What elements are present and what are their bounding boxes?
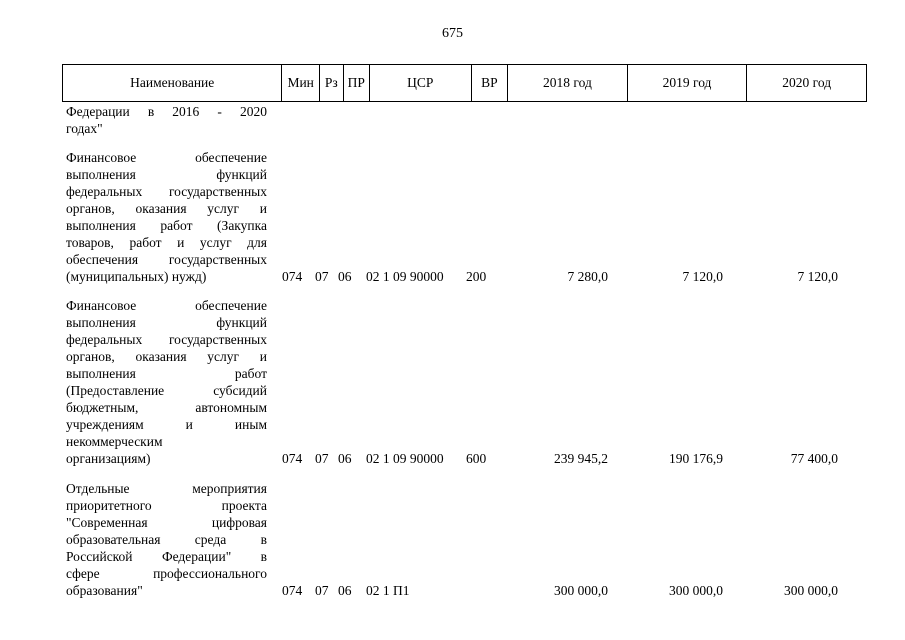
cell-min: 074	[282, 451, 303, 466]
name-line: обеспечения государственных	[66, 252, 267, 267]
cell-vr: 200	[466, 269, 487, 284]
header-min: Мин	[282, 65, 319, 102]
cell-2020: 300 000,0	[784, 583, 838, 598]
name-line: товаров, работ и услуг для	[66, 235, 267, 250]
header-rz: Рз	[319, 65, 343, 102]
row-name	[66, 480, 267, 599]
cell-min: 074	[282, 583, 303, 598]
cell-2018: 300 000,0	[554, 583, 608, 598]
name-line: органов, оказания услуг и	[66, 201, 267, 216]
name-line: (муниципальных) нужд)	[66, 269, 207, 284]
cell-2020: 7 120,0	[797, 269, 838, 284]
name-line: сфере профессионального	[66, 566, 267, 581]
name-line: образовательная среда в	[66, 532, 267, 547]
name-line: бюджетным, автономным	[66, 400, 267, 415]
header-name: Наименование	[63, 65, 282, 102]
name-line: организациям)	[66, 451, 151, 466]
name-line: (Предоставление субсидий	[66, 383, 267, 398]
cell-2018: 239 945,2	[554, 451, 608, 466]
cell-rz: 07	[315, 451, 329, 466]
cell-2019: 190 176,9	[669, 451, 723, 466]
name-line: федеральных государственных	[66, 332, 267, 347]
cell-rz: 07	[315, 269, 329, 284]
name-line: выполнения функций	[66, 315, 267, 330]
name-line: органов, оказания услуг и	[66, 349, 267, 364]
name-line: Финансовое обеспечение	[66, 298, 267, 313]
cell-pr: 06	[338, 583, 352, 598]
header-2018: 2018 год	[508, 65, 628, 102]
cell-csr: 02 1 09 90000	[366, 451, 444, 466]
name-line: Федерации в 2016 - 2020	[66, 104, 267, 119]
name-line: некоммерческим	[66, 434, 163, 449]
cell-rz: 07	[315, 583, 329, 598]
row-name	[66, 103, 267, 137]
name-line: образования"	[66, 583, 143, 598]
name-line: Финансовое обеспечение	[66, 150, 267, 165]
cell-2020: 77 400,0	[790, 451, 838, 466]
name-line: "Современная цифровая	[66, 515, 267, 530]
name-line: Российской Федерации" в	[66, 549, 267, 564]
cell-csr: 02 1 09 90000	[366, 269, 444, 284]
name-line: выполнения функций	[66, 167, 267, 182]
cell-pr: 06	[338, 451, 352, 466]
cell-pr: 06	[338, 269, 352, 284]
cell-csr: 02 1 П1	[366, 583, 410, 598]
row-name	[66, 149, 267, 285]
header-2019: 2019 год	[627, 65, 747, 102]
page-number: 675	[442, 26, 463, 41]
name-line: Отдельные мероприятия	[66, 481, 267, 496]
cell-min: 074	[282, 269, 303, 284]
name-line: годах"	[66, 121, 103, 136]
header-csr: ЦСР	[369, 65, 471, 102]
name-line: выполнения работ	[66, 366, 267, 381]
name-line: приоритетного проекта	[66, 498, 267, 513]
name-line: выполнения работ (Закупка	[66, 218, 267, 233]
name-line: федеральных государственных	[66, 184, 267, 199]
header-2020: 2020 год	[747, 65, 867, 102]
cell-2019: 300 000,0	[669, 583, 723, 598]
name-line: учреждениям и иным	[66, 417, 267, 432]
row-name	[66, 297, 267, 467]
header-pr: ПР	[343, 65, 369, 102]
table-header	[62, 64, 867, 102]
cell-vr: 600	[466, 451, 487, 466]
cell-2018: 7 280,0	[567, 269, 608, 284]
cell-2019: 7 120,0	[682, 269, 723, 284]
header-vr: ВР	[471, 65, 507, 102]
